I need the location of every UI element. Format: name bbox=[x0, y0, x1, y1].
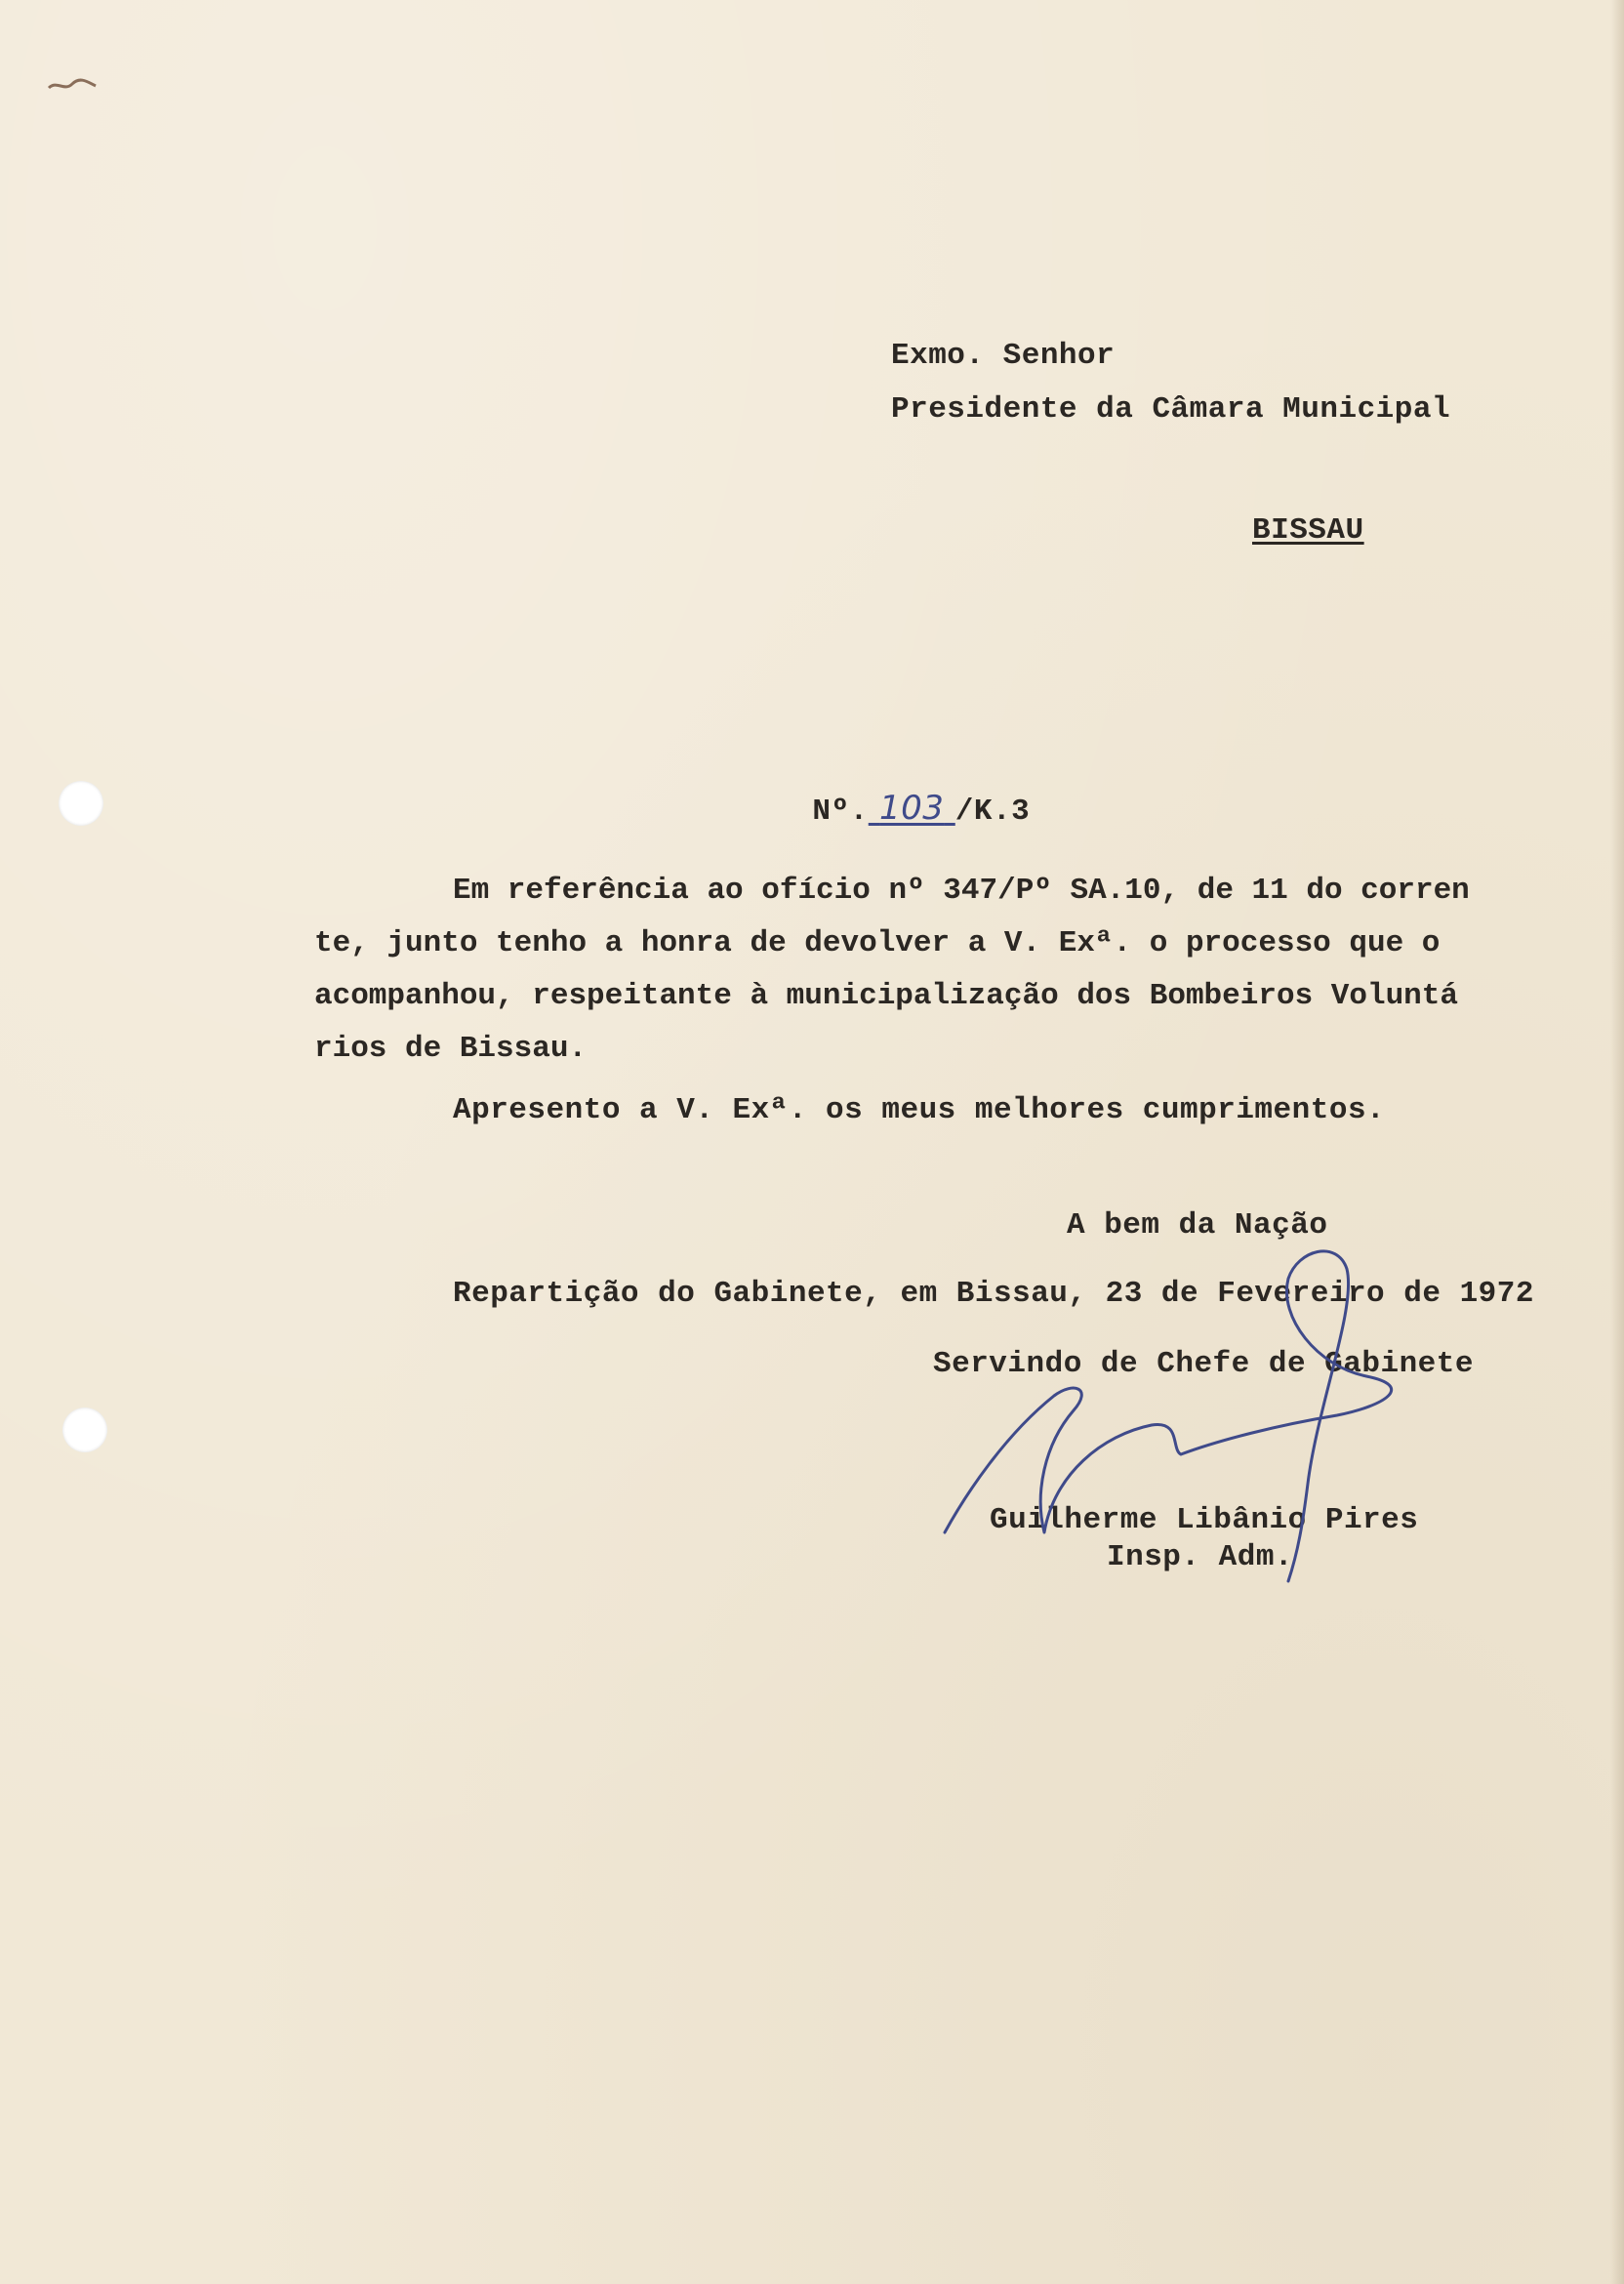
ref-suffix: /K.3 bbox=[954, 795, 1031, 829]
ink-mark-icon bbox=[45, 70, 103, 100]
punch-hole-top bbox=[59, 781, 103, 826]
letter-body bbox=[314, 865, 1544, 1076]
body-line: rios de Bissau. bbox=[314, 1032, 588, 1066]
recipient-city: BISSAU bbox=[1252, 513, 1364, 548]
ref-number-value: 103 bbox=[879, 789, 945, 828]
body-line: te, junto tenho a honra de devolver a V. Exª. o processo que o bbox=[314, 926, 1441, 960]
handwritten-signature-icon bbox=[927, 1240, 1454, 1591]
ref-prefix: Nº. bbox=[812, 795, 869, 829]
signer-role: Servindo de Chefe de Gabinete bbox=[933, 1347, 1474, 1381]
signer-title: Insp. Adm. bbox=[1107, 1540, 1294, 1574]
punch-hole-bottom bbox=[62, 1407, 107, 1452]
ref-handwritten-number bbox=[869, 789, 955, 828]
recipient-salutation: Exmo. Senhor bbox=[891, 339, 1116, 373]
recipient-title: Presidente da Câmara Municipal bbox=[891, 392, 1451, 427]
paper-edge-shadow bbox=[1610, 0, 1624, 2284]
body-line: Em referência ao ofício nº 347/Pº SA.10, de 11 do corren bbox=[453, 874, 1470, 908]
reference-number bbox=[738, 750, 1030, 871]
body-line: acompanhou, respeitante à municipalização dos Bombeiros Voluntá bbox=[314, 979, 1458, 1013]
signer-name: Guilherme Libânio Pires bbox=[990, 1503, 1419, 1537]
place-date: Repartição do Gabinete, em Bissau, 23 de Fevereiro de 1972 bbox=[453, 1277, 1534, 1311]
closing-line: Apresento a V. Exª. os meus melhores cumprimentos. bbox=[453, 1093, 1386, 1127]
motto: A bem da Nação bbox=[1067, 1208, 1328, 1243]
